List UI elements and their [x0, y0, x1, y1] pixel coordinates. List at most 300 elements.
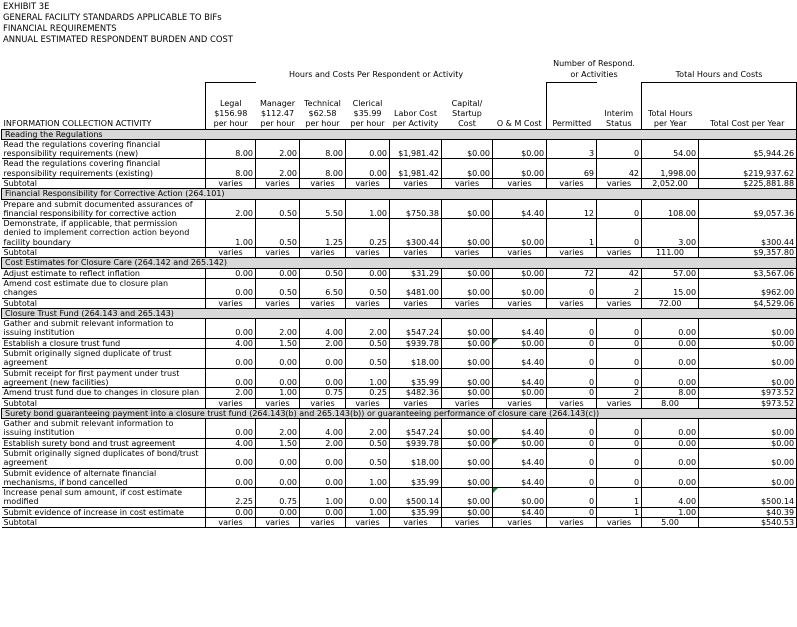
table-row: [2, 419, 797, 439]
cell-value: $219,937.62: [699, 159, 797, 179]
col-permitted: Permitted: [547, 82, 597, 129]
cell-value: 0.00: [300, 368, 346, 388]
cell-value: 0.00: [300, 349, 346, 369]
cell-value: $973.52: [699, 388, 797, 398]
subtotal-value: $225,881.88: [699, 178, 797, 188]
subtotal-value: varies: [346, 178, 390, 188]
subtotal-value: varies: [256, 518, 300, 528]
cell-value: 1.00: [346, 507, 390, 517]
col-interim: Interim Status: [604, 108, 634, 128]
subtotal-label: Subtotal: [2, 298, 206, 308]
table-row: [2, 159, 797, 179]
cell-value: $18.00: [390, 349, 442, 369]
cell-value: 0.00: [642, 438, 699, 448]
cell-value: 1: [597, 488, 642, 508]
col-capital-cost: Capital/ Startup Cost: [451, 98, 483, 128]
cell-value: 0.00: [256, 368, 300, 388]
subtotal-value: varies: [547, 248, 597, 258]
cell-value: 0.00: [206, 268, 256, 278]
cell-value: 0.50: [346, 349, 390, 369]
cell-value: $4.40: [493, 468, 547, 488]
cell-value: $750.38: [390, 199, 442, 219]
subtotal-value: varies: [493, 298, 547, 308]
cell-value: $0.00: [699, 338, 797, 348]
subtotal-value: varies: [390, 298, 442, 308]
subtotal-value: $4,529.06: [699, 298, 797, 308]
subtotal-value: varies: [493, 178, 547, 188]
cell-value: $35.99: [390, 507, 442, 517]
cell-value: 0.00: [300, 507, 346, 517]
table-row: [2, 368, 797, 388]
section-title: Cost Estimates for Closure Care (264.142 and 265.142): [2, 258, 797, 268]
cell-value: 0.75: [256, 488, 300, 508]
cell-value: 2: [597, 278, 642, 298]
cell-value: 0: [597, 219, 642, 248]
cell-value: 0.00: [642, 449, 699, 469]
cell-value: 0.00: [256, 449, 300, 469]
cell-value: 0.50: [256, 278, 300, 298]
section-header: [2, 308, 797, 318]
cell-value: 0.00: [642, 319, 699, 339]
cell-value: 0.50: [256, 219, 300, 248]
cell-value: 4.00: [300, 419, 346, 439]
table-row: [2, 449, 797, 469]
subtotal-row: [2, 518, 797, 528]
cell-value: $1,981.42: [390, 139, 442, 159]
subtotal-value: varies: [346, 248, 390, 258]
subtotal-value: 8.00: [642, 398, 699, 408]
cell-value: $0.00: [442, 199, 493, 219]
cell-value: 8.00: [206, 159, 256, 179]
cell-value: 0.00: [642, 368, 699, 388]
cell-value: $4.40: [493, 507, 547, 517]
subtotal-value: varies: [256, 178, 300, 188]
cell-value: $0.00: [493, 488, 547, 508]
cell-value: 1.00: [206, 219, 256, 248]
col-clerical: Clerical $35.99 per hour: [350, 98, 385, 128]
group-header-row: [2, 57, 797, 82]
cell-value: $0.00: [442, 507, 493, 517]
subtotal-value: varies: [256, 398, 300, 408]
col-technical: Technical $62.58 per hour: [304, 98, 341, 128]
cell-value: $547.24: [390, 419, 442, 439]
cell-value: 4.00: [642, 488, 699, 508]
section-header: [2, 189, 797, 199]
cell-value: $0.00: [442, 349, 493, 369]
cell-value: 0.00: [642, 349, 699, 369]
cell-value: 2.00: [346, 419, 390, 439]
activity-label: Adjust estimate to reflect inflation: [2, 268, 206, 278]
exhibit-title-3: FINANCIAL REQUIREMENTS: [3, 23, 117, 33]
activity-label: Read the regulations covering financial responsibility requirements (existing): [2, 159, 206, 179]
cell-value: 0: [547, 319, 597, 339]
cell-value: 0.00: [642, 338, 699, 348]
cell-value: 0.00: [300, 449, 346, 469]
cell-value: 0.50: [346, 438, 390, 448]
cell-value: $35.99: [390, 468, 442, 488]
section-title: Surety bond guaranteeing payment into a closure trust fund (264.143(b) and 265.143(b)) or guaranteeing performance of closure care (264.143(c)): [2, 408, 797, 418]
activity-label: Gather and submit relevant information to issuing institution: [2, 419, 206, 439]
cell-value: 0.00: [256, 468, 300, 488]
cell-value: 0.00: [300, 468, 346, 488]
cell-value: 1.00: [346, 468, 390, 488]
cell-value: $939.78: [390, 438, 442, 448]
activity-label: Submit evidence of alternate financial mechanisms, if bond cancelled: [2, 468, 206, 488]
cell-value: 2.00: [256, 319, 300, 339]
subtotal-value: varies: [442, 298, 493, 308]
cell-value: 0.00: [346, 488, 390, 508]
cell-value: $0.00: [442, 319, 493, 339]
subtotal-value: varies: [256, 248, 300, 258]
activity-label: Establish surety bond and trust agreement: [2, 438, 206, 448]
col-activity: INFORMATION COLLECTION ACTIVITY: [3, 118, 152, 128]
subtotal-value: varies: [442, 248, 493, 258]
col-total-cost: Total Cost per Year: [699, 82, 797, 129]
cell-value: 12: [547, 199, 597, 219]
cell-value: 1.50: [256, 338, 300, 348]
table-row: [2, 268, 797, 278]
cell-value: 2: [597, 388, 642, 398]
cell-value: 0.25: [346, 219, 390, 248]
cell-value: $3,567.06: [699, 268, 797, 278]
exhibit-titles: [3, 1, 233, 45]
subtotal-row: [2, 248, 797, 258]
col-legal: Legal $156.98 per hour: [206, 82, 256, 129]
cell-value: 108.00: [642, 199, 699, 219]
section-title: Financial Responsibility for Corrective Action (264.101): [2, 189, 797, 199]
cell-value: $0.00: [442, 278, 493, 298]
subtotal-value: varies: [493, 248, 547, 258]
subtotal-value: varies: [547, 398, 597, 408]
subtotal-value: varies: [206, 518, 256, 528]
cell-value: 0.00: [206, 349, 256, 369]
cell-value: 4.00: [206, 338, 256, 348]
cell-value: 0: [547, 388, 597, 398]
activity-label: Prepare and submit documented assurances of financial responsibility for corrective action: [2, 199, 206, 219]
cell-value: 0.00: [206, 419, 256, 439]
table-row: [2, 219, 797, 248]
subtotal-value: varies: [597, 298, 642, 308]
cell-value: $0.00: [442, 438, 493, 448]
cell-value: $0.00: [442, 159, 493, 179]
activity-label: Submit originally signed duplicates of bond/trust agreement: [2, 449, 206, 469]
cell-value: $0.00: [493, 438, 547, 448]
cell-value: 2.00: [300, 438, 346, 448]
section-header: [2, 408, 797, 418]
subtotal-value: varies: [547, 178, 597, 188]
subtotal-value: varies: [346, 298, 390, 308]
subtotal-label: Subtotal: [2, 518, 206, 528]
cell-value: 1.00: [642, 507, 699, 517]
column-header-row: [2, 82, 797, 129]
cell-value: $0.00: [699, 468, 797, 488]
activity-label: Read the regulations covering financial responsibility requirements (new): [2, 139, 206, 159]
cell-value: 0.25: [346, 388, 390, 398]
cell-value: $0.00: [493, 159, 547, 179]
table-row: [2, 438, 797, 448]
subtotal-value: varies: [493, 518, 547, 528]
cell-value: 0.00: [642, 468, 699, 488]
cell-value: $5,944.26: [699, 139, 797, 159]
cell-value: 0: [547, 349, 597, 369]
cell-value: 0: [597, 338, 642, 348]
col-om-cost: O & M Cost: [496, 118, 542, 128]
cell-value: 0: [547, 468, 597, 488]
cell-value: 0: [597, 319, 642, 339]
cell-value: $0.00: [699, 419, 797, 439]
cell-value: 3.00: [642, 219, 699, 248]
cell-value: $40.39: [699, 507, 797, 517]
cell-value: $0.00: [442, 388, 493, 398]
subtotal-value: varies: [390, 178, 442, 188]
subtotal-value: varies: [300, 298, 346, 308]
cell-value: 0: [597, 449, 642, 469]
cell-value: 1.00: [346, 368, 390, 388]
subtotal-label: Subtotal: [2, 178, 206, 188]
cell-value: 42: [597, 159, 642, 179]
table-row: [2, 199, 797, 219]
cell-value: 0.00: [256, 268, 300, 278]
subtotal-value: varies: [597, 398, 642, 408]
subtotal-value: varies: [493, 398, 547, 408]
subtotal-value: varies: [300, 178, 346, 188]
subtotal-value: varies: [547, 298, 597, 308]
cell-value: 57.00: [642, 268, 699, 278]
cell-value: 0.50: [346, 278, 390, 298]
cell-value: $300.44: [390, 219, 442, 248]
cell-value: 0: [547, 338, 597, 348]
cell-value: $1,981.42: [390, 159, 442, 179]
subtotal-value: $9,357.80: [699, 248, 797, 258]
table-row: [2, 388, 797, 398]
subtotal-value: $973.52: [699, 398, 797, 408]
activity-label: Establish a closure trust fund: [2, 338, 206, 348]
cell-value: $500.14: [699, 488, 797, 508]
cell-value: 0: [547, 368, 597, 388]
cell-value: 0.00: [256, 349, 300, 369]
cell-value: 0: [547, 438, 597, 448]
cell-value: 54.00: [642, 139, 699, 159]
cell-value: 1: [597, 507, 642, 517]
cell-value: 1.00: [300, 488, 346, 508]
subtotal-value: varies: [597, 248, 642, 258]
cell-value: $0.00: [493, 268, 547, 278]
table-row: [2, 349, 797, 369]
cell-value: $0.00: [442, 338, 493, 348]
cell-value: $4.40: [493, 449, 547, 469]
table-row: [2, 319, 797, 339]
exhibit-title-4: ANNUAL ESTIMATED RESPONDENT BURDEN AND COST: [3, 34, 233, 44]
activity-label: Submit evidence of increase in cost estimate: [2, 507, 206, 517]
cell-value: 0: [597, 438, 642, 448]
cell-value: 3: [547, 139, 597, 159]
subtotal-label: Subtotal: [2, 248, 206, 258]
cell-value: 0.75: [300, 388, 346, 398]
cell-value: 0: [597, 368, 642, 388]
cell-value: $0.00: [493, 388, 547, 398]
cell-value: 2.00: [256, 419, 300, 439]
cell-value: $300.44: [699, 219, 797, 248]
cell-value: 0.50: [300, 268, 346, 278]
activity-label: Amend trust fund due to changes in closure plan: [2, 388, 206, 398]
table-row: [2, 468, 797, 488]
cell-value: $482.36: [390, 388, 442, 398]
cell-value: 1: [547, 219, 597, 248]
cell-value: 0: [547, 488, 597, 508]
cell-value: $0.00: [442, 268, 493, 278]
cell-value: 0.00: [206, 449, 256, 469]
cell-value: $0.00: [442, 139, 493, 159]
cell-value: 0: [547, 507, 597, 517]
exhibit-title-2: GENERAL FACILITY STANDARDS APPLICABLE TO BIFs: [3, 12, 222, 22]
cell-value: 1.25: [300, 219, 346, 248]
cell-value: 4.00: [300, 319, 346, 339]
col-labor-cost: Labor Cost per Activity: [392, 108, 439, 128]
subtotal-value: 111.00: [642, 248, 699, 258]
cell-value: 2.00: [256, 139, 300, 159]
cell-value: $35.99: [390, 368, 442, 388]
subtotal-value: varies: [300, 248, 346, 258]
cell-value: $4.40: [493, 368, 547, 388]
subtotal-value: varies: [390, 518, 442, 528]
subtotal-value: varies: [300, 398, 346, 408]
cell-value: $0.00: [442, 419, 493, 439]
subtotal-value: varies: [300, 518, 346, 528]
subtotal-value: varies: [346, 518, 390, 528]
cell-value: $0.00: [493, 139, 547, 159]
cell-value: 69: [547, 159, 597, 179]
section-title: Reading the Regulations: [2, 129, 797, 139]
subtotal-value: varies: [206, 398, 256, 408]
activity-label: Demonstrate, if applicable, that permission denied to implement correction action beyond facility boundary: [2, 219, 206, 248]
cell-value: $4.40: [493, 419, 547, 439]
subtotal-value: varies: [256, 298, 300, 308]
cell-value: 0.00: [346, 139, 390, 159]
activity-label: Submit originally signed duplicate of trust agreement: [2, 349, 206, 369]
cell-value: 15.00: [642, 278, 699, 298]
table-row: [2, 139, 797, 159]
cell-value: 1.50: [256, 438, 300, 448]
subtotal-value: varies: [206, 248, 256, 258]
cell-value: 0.50: [346, 338, 390, 348]
cell-value: 8.00: [300, 139, 346, 159]
subtotal-value: varies: [206, 178, 256, 188]
cell-value: $31.29: [390, 268, 442, 278]
subtotal-value: $540.53: [699, 518, 797, 528]
cell-value: 0.00: [642, 419, 699, 439]
cell-value: 0.00: [206, 368, 256, 388]
subtotal-value: varies: [442, 518, 493, 528]
subtotal-value: varies: [547, 518, 597, 528]
cell-value: 0: [547, 419, 597, 439]
cell-value: 0: [597, 139, 642, 159]
cell-value: 0.00: [206, 278, 256, 298]
cell-value: 0.00: [346, 159, 390, 179]
subtotal-value: 2,052.00: [642, 178, 699, 188]
cell-value: $0.00: [442, 468, 493, 488]
activity-label: Gather and submit relevant information to issuing institution: [2, 319, 206, 339]
cell-value: 1.00: [256, 388, 300, 398]
subtotal-value: varies: [597, 178, 642, 188]
cell-value: $0.00: [699, 449, 797, 469]
table-row: [2, 338, 797, 348]
subtotal-value: varies: [346, 398, 390, 408]
group-num-respond: Number of Respond. or Activities: [553, 58, 635, 79]
subtotal-value: varies: [206, 298, 256, 308]
table-row: [2, 278, 797, 298]
subtotal-value: varies: [597, 518, 642, 528]
group-hours-costs: Hours and Costs Per Respondent or Activity: [288, 70, 464, 80]
subtotal-value: varies: [390, 398, 442, 408]
section-header: [2, 129, 797, 139]
cell-value: 0: [547, 278, 597, 298]
cell-value: 0: [597, 199, 642, 219]
cell-value: $0.00: [699, 349, 797, 369]
cell-value: 4.00: [206, 438, 256, 448]
subtotal-value: varies: [390, 248, 442, 258]
cell-value: 5.50: [300, 199, 346, 219]
cell-value: 8.00: [300, 159, 346, 179]
cell-value: $0.00: [442, 488, 493, 508]
cell-value: $0.00: [493, 338, 547, 348]
cell-value: 0: [547, 449, 597, 469]
cell-value: $0.00: [493, 219, 547, 248]
subtotal-row: [2, 298, 797, 308]
activity-label: Amend cost estimate due to closure plan changes: [2, 278, 206, 298]
cell-value: 2.00: [206, 388, 256, 398]
section-header: [2, 258, 797, 268]
cell-value: $4.40: [493, 319, 547, 339]
cell-value: 2.25: [206, 488, 256, 508]
subtotal-value: varies: [442, 178, 493, 188]
subtotal-row: [2, 398, 797, 408]
cell-value: 0.00: [346, 268, 390, 278]
cell-value: 2.00: [206, 199, 256, 219]
col-manager: Manager $112.47 per hour: [259, 98, 296, 128]
cell-value: $0.00: [699, 319, 797, 339]
subtotal-value: 5.00: [642, 518, 699, 528]
cell-value: 0: [597, 419, 642, 439]
cell-value: $0.00: [442, 219, 493, 248]
cell-value: $481.00: [390, 278, 442, 298]
table-row: [2, 488, 797, 508]
cell-value: $0.00: [699, 438, 797, 448]
cell-value: $547.24: [390, 319, 442, 339]
group-totals: Total Hours and Costs: [675, 70, 763, 80]
cell-value: 0.00: [206, 507, 256, 517]
cell-value: 8.00: [642, 388, 699, 398]
cell-value: $939.78: [390, 338, 442, 348]
cell-value: 2.00: [346, 319, 390, 339]
cell-value: 1.00: [346, 199, 390, 219]
activity-label: Submit receipt for first payment under trust agreement (new facilities): [2, 368, 206, 388]
exhibit-title-1: EXHIBIT 3E: [3, 1, 50, 11]
cell-value: 1,998.00: [642, 159, 699, 179]
cell-value: 0.50: [256, 199, 300, 219]
cell-value: 0.00: [206, 319, 256, 339]
subtotal-label: Subtotal: [2, 398, 206, 408]
cell-value: $0.00: [493, 278, 547, 298]
cell-value: 0.00: [206, 468, 256, 488]
cell-value: $4.40: [493, 349, 547, 369]
cell-value: $9,057.36: [699, 199, 797, 219]
cell-value: $0.00: [442, 449, 493, 469]
cell-value: $500.14: [390, 488, 442, 508]
activity-label: Increase penal sum amount, if cost estimate modified: [2, 488, 206, 508]
cell-value: 0.00: [256, 507, 300, 517]
cell-value: 2.00: [256, 159, 300, 179]
cell-value: $0.00: [699, 368, 797, 388]
